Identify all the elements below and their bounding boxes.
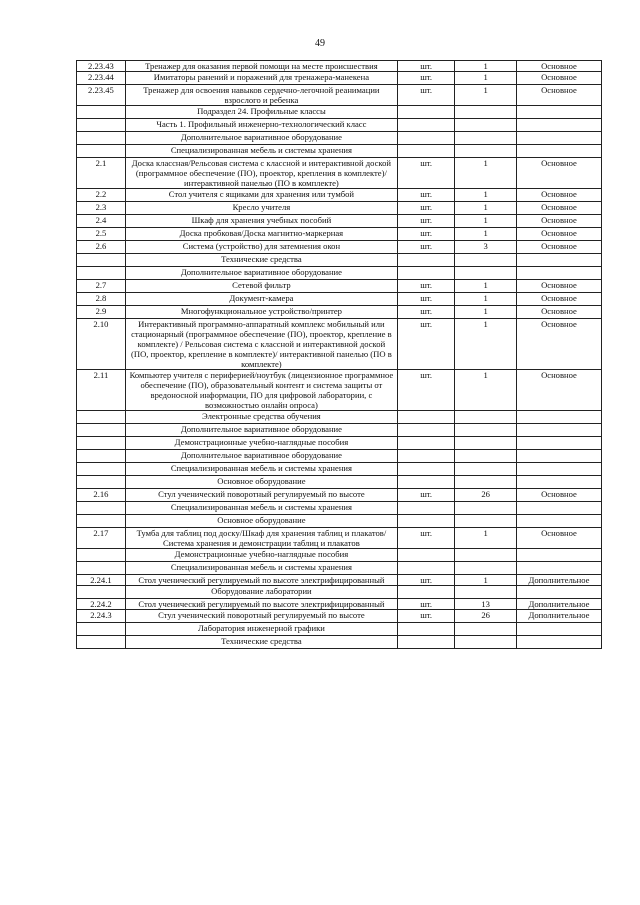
quantity-cell: 3 <box>455 241 517 254</box>
unit-cell: шт. <box>397 85 454 106</box>
section-heading: Оборудование лаборатории <box>125 586 397 599</box>
item-name-cell: Стул ученический поворотный регулируемый по высоте <box>125 610 397 623</box>
equipment-type-cell: Основное <box>516 306 601 319</box>
item-name-cell: Интерактивный программно-аппаратный комплекс мобильный или стационарный (программное обеспечение (ПО), проектор, крепление в комплекте) / Рельсовая система с классной и интерактивной доской (ПО, проектор, крепление в комплекте)/ интерактивной панелью (ПО в комплекте) <box>125 319 397 370</box>
quantity-cell: 1 <box>455 280 517 293</box>
blank-cell <box>516 119 601 132</box>
blank-cell <box>516 549 601 562</box>
quantity-cell: 13 <box>455 599 517 610</box>
blank-cell <box>397 132 454 145</box>
equipment-type-cell: Основное <box>516 228 601 241</box>
section-row <box>77 411 602 424</box>
blank-cell <box>455 463 517 476</box>
quantity-cell: 1 <box>455 158 517 189</box>
section-heading: Дополнительное вариативное оборудование <box>125 267 397 280</box>
unit-cell: шт. <box>397 72 454 85</box>
blank-cell <box>455 119 517 132</box>
blank-cell <box>77 254 126 267</box>
equipment-type-cell: Основное <box>516 158 601 189</box>
blank-cell <box>77 145 126 158</box>
section-row <box>77 623 602 636</box>
item-number-cell: 2.7 <box>77 280 126 293</box>
blank-cell <box>397 623 454 636</box>
unit-cell: шт. <box>397 610 454 623</box>
blank-cell <box>397 267 454 280</box>
section-heading: Демонстрационные учебно-наглядные пособия <box>125 549 397 562</box>
table-row <box>77 293 602 306</box>
item-number-cell: 2.24.3 <box>77 610 126 623</box>
unit-cell: шт. <box>397 189 454 202</box>
section-heading: Специализированная мебель и системы хранения <box>125 562 397 575</box>
blank-cell <box>77 515 126 528</box>
quantity-cell: 26 <box>455 610 517 623</box>
unit-cell: шт. <box>397 241 454 254</box>
item-name-cell: Тренажер для оказания первой помощи на месте происшествия <box>125 61 397 72</box>
blank-cell <box>397 502 454 515</box>
item-number-cell: 2.3 <box>77 202 126 215</box>
blank-cell <box>397 119 454 132</box>
blank-cell <box>455 623 517 636</box>
section-row <box>77 515 602 528</box>
equipment-type-cell: Основное <box>516 293 601 306</box>
blank-cell <box>516 106 601 119</box>
blank-cell <box>397 145 454 158</box>
blank-cell <box>455 636 517 649</box>
blank-cell <box>455 476 517 489</box>
blank-cell <box>77 476 126 489</box>
blank-cell <box>397 562 454 575</box>
section-heading: Демонстрационные учебно-наглядные пособия <box>125 437 397 450</box>
item-name-cell: Документ-камера <box>125 293 397 306</box>
section-heading: Подраздел 24. Профильные классы <box>125 106 397 119</box>
item-name-cell: Тренажер для освоения навыков сердечно-легочной реанимации взрослого и ребенка <box>125 85 397 106</box>
table-row <box>77 306 602 319</box>
section-heading: Основное оборудование <box>125 476 397 489</box>
item-name-cell: Стол ученический регулируемый по высоте электрифицированный <box>125 575 397 586</box>
equipment-type-cell: Основное <box>516 189 601 202</box>
blank-cell <box>397 424 454 437</box>
item-number-cell: 2.11 <box>77 370 126 411</box>
section-heading: Технические средства <box>125 636 397 649</box>
quantity-cell: 1 <box>455 370 517 411</box>
unit-cell: шт. <box>397 61 454 72</box>
blank-cell <box>397 450 454 463</box>
table-row <box>77 370 602 411</box>
item-name-cell: Шкаф для хранения учебных пособий <box>125 215 397 228</box>
quantity-cell: 1 <box>455 72 517 85</box>
item-name-cell: Сетевой фильтр <box>125 280 397 293</box>
blank-cell <box>397 106 454 119</box>
blank-cell <box>397 254 454 267</box>
blank-cell <box>397 411 454 424</box>
item-name-cell: Доска классная/Рельсовая система с классной и интерактивной доской (программное обеспечение (ПО), проектор, крепления в комплекте)/ интерактивной панелью (ПО в комплекте) <box>125 158 397 189</box>
section-heading: Технические средства <box>125 254 397 267</box>
blank-cell <box>516 254 601 267</box>
unit-cell: шт. <box>397 228 454 241</box>
equipment-type-cell: Основное <box>516 489 601 502</box>
item-name-cell: Тумба для таблиц под доску/Шкаф для хранения таблиц и плакатов/Система хранения и демонстрации таблиц и плакатов <box>125 528 397 549</box>
section-row <box>77 424 602 437</box>
blank-cell <box>77 562 126 575</box>
blank-cell <box>516 476 601 489</box>
equipment-type-cell: Основное <box>516 85 601 106</box>
unit-cell: шт. <box>397 528 454 549</box>
blank-cell <box>516 562 601 575</box>
blank-cell <box>516 411 601 424</box>
section-row <box>77 132 602 145</box>
section-row <box>77 549 602 562</box>
item-name-cell: Компьютер учителя с периферией/ноутбук (лицензионное программное обеспечение (ПО), образовательный контент и система защиты от вредоносной информации, ПО для цифровой лаборатории, с возможностью онлайн опроса) <box>125 370 397 411</box>
blank-cell <box>516 623 601 636</box>
blank-cell <box>77 132 126 145</box>
section-heading: Лаборатория инженерной графики <box>125 623 397 636</box>
blank-cell <box>516 267 601 280</box>
section-heading: Часть 1. Профильный инженерно-технологический класс <box>125 119 397 132</box>
table-row <box>77 575 602 586</box>
quantity-cell: 1 <box>455 319 517 370</box>
section-row <box>77 437 602 450</box>
item-number-cell: 2.9 <box>77 306 126 319</box>
blank-cell <box>455 450 517 463</box>
item-number-cell: 2.6 <box>77 241 126 254</box>
unit-cell: шт. <box>397 293 454 306</box>
equipment-table-body <box>77 61 602 649</box>
item-number-cell: 2.10 <box>77 319 126 370</box>
item-name-cell: Доска пробковая/Доска магнитно-маркерная <box>125 228 397 241</box>
section-row <box>77 463 602 476</box>
table-row <box>77 241 602 254</box>
item-name-cell: Стул ученический поворотный регулируемый по высоте <box>125 489 397 502</box>
section-row <box>77 502 602 515</box>
section-row <box>77 450 602 463</box>
unit-cell: шт. <box>397 319 454 370</box>
blank-cell <box>455 515 517 528</box>
section-heading: Электронные средства обучения <box>125 411 397 424</box>
table-row <box>77 610 602 623</box>
blank-cell <box>516 515 601 528</box>
blank-cell <box>397 586 454 599</box>
blank-cell <box>455 502 517 515</box>
table-row <box>77 202 602 215</box>
blank-cell <box>397 636 454 649</box>
section-heading: Дополнительное вариативное оборудование <box>125 424 397 437</box>
blank-cell <box>455 145 517 158</box>
unit-cell: шт. <box>397 202 454 215</box>
section-heading: Дополнительное вариативное оборудование <box>125 450 397 463</box>
blank-cell <box>77 636 126 649</box>
section-row <box>77 586 602 599</box>
section-row <box>77 267 602 280</box>
blank-cell <box>516 132 601 145</box>
item-name-cell: Система (устройство) для затемнения окон <box>125 241 397 254</box>
blank-cell <box>77 106 126 119</box>
table-row <box>77 319 602 370</box>
equipment-type-cell: Дополнительное <box>516 575 601 586</box>
section-row <box>77 562 602 575</box>
blank-cell <box>77 586 126 599</box>
equipment-type-cell: Основное <box>516 528 601 549</box>
blank-cell <box>516 502 601 515</box>
equipment-type-cell: Основное <box>516 61 601 72</box>
section-row <box>77 254 602 267</box>
blank-cell <box>455 549 517 562</box>
blank-cell <box>77 502 126 515</box>
blank-cell <box>77 623 126 636</box>
item-name-cell: Стол учителя с ящиками для хранения или тумбой <box>125 189 397 202</box>
table-row <box>77 189 602 202</box>
item-name-cell: Стол ученический регулируемый по высоте электрифицированный <box>125 599 397 610</box>
blank-cell <box>516 636 601 649</box>
table-row <box>77 528 602 549</box>
equipment-type-cell: Основное <box>516 280 601 293</box>
equipment-type-cell: Основное <box>516 202 601 215</box>
item-number-cell: 2.2 <box>77 189 126 202</box>
blank-cell <box>77 267 126 280</box>
equipment-type-cell: Дополнительное <box>516 610 601 623</box>
blank-cell <box>397 437 454 450</box>
quantity-cell: 1 <box>455 306 517 319</box>
blank-cell <box>455 562 517 575</box>
unit-cell: шт. <box>397 575 454 586</box>
blank-cell <box>516 437 601 450</box>
quantity-cell: 1 <box>455 575 517 586</box>
blank-cell <box>516 463 601 476</box>
blank-cell <box>455 586 517 599</box>
unit-cell: шт. <box>397 280 454 293</box>
quantity-cell: 1 <box>455 202 517 215</box>
quantity-cell: 1 <box>455 215 517 228</box>
item-number-cell: 2.1 <box>77 158 126 189</box>
item-number-cell: 2.17 <box>77 528 126 549</box>
blank-cell <box>516 586 601 599</box>
blank-cell <box>397 549 454 562</box>
table-row <box>77 215 602 228</box>
item-name-cell: Многофункциональное устройство/принтер <box>125 306 397 319</box>
equipment-type-cell: Основное <box>516 370 601 411</box>
item-number-cell: 2.8 <box>77 293 126 306</box>
equipment-type-cell: Основное <box>516 319 601 370</box>
section-row <box>77 106 602 119</box>
blank-cell <box>77 450 126 463</box>
table-row <box>77 280 602 293</box>
item-number-cell: 2.23.43 <box>77 61 126 72</box>
table-row <box>77 228 602 241</box>
item-number-cell: 2.4 <box>77 215 126 228</box>
item-number-cell: 2.16 <box>77 489 126 502</box>
blank-cell <box>397 515 454 528</box>
unit-cell: шт. <box>397 158 454 189</box>
section-heading: Специализированная мебель и системы хранения <box>125 145 397 158</box>
section-heading: Дополнительное вариативное оборудование <box>125 132 397 145</box>
blank-cell <box>77 549 126 562</box>
blank-cell <box>516 450 601 463</box>
blank-cell <box>77 119 126 132</box>
item-name-cell: Кресло учителя <box>125 202 397 215</box>
blank-cell <box>516 145 601 158</box>
blank-cell <box>77 411 126 424</box>
unit-cell: шт. <box>397 370 454 411</box>
equipment-table <box>76 60 602 649</box>
blank-cell <box>77 463 126 476</box>
blank-cell <box>397 476 454 489</box>
blank-cell <box>455 411 517 424</box>
item-name-cell: Имитаторы ранений и поражений для тренажера-манекена <box>125 72 397 85</box>
blank-cell <box>455 267 517 280</box>
blank-cell <box>455 132 517 145</box>
section-heading: Специализированная мебель и системы хранения <box>125 502 397 515</box>
blank-cell <box>455 254 517 267</box>
section-heading: Основное оборудование <box>125 515 397 528</box>
blank-cell <box>455 106 517 119</box>
section-row <box>77 636 602 649</box>
blank-cell <box>77 437 126 450</box>
table-row <box>77 489 602 502</box>
section-row <box>77 476 602 489</box>
blank-cell <box>516 424 601 437</box>
item-number-cell: 2.5 <box>77 228 126 241</box>
equipment-type-cell: Основное <box>516 72 601 85</box>
table-row <box>77 61 602 72</box>
item-number-cell: 2.24.1 <box>77 575 126 586</box>
table-row <box>77 85 602 106</box>
quantity-cell: 1 <box>455 228 517 241</box>
unit-cell: шт. <box>397 306 454 319</box>
blank-cell <box>455 424 517 437</box>
blank-cell <box>77 424 126 437</box>
equipment-type-cell: Основное <box>516 215 601 228</box>
equipment-type-cell: Дополнительное <box>516 599 601 610</box>
table-row <box>77 72 602 85</box>
quantity-cell: 1 <box>455 85 517 106</box>
quantity-cell: 26 <box>455 489 517 502</box>
quantity-cell: 1 <box>455 61 517 72</box>
item-number-cell: 2.23.45 <box>77 85 126 106</box>
blank-cell <box>397 463 454 476</box>
item-number-cell: 2.23.44 <box>77 72 126 85</box>
page-number: 49 <box>315 38 325 49</box>
unit-cell: шт. <box>397 215 454 228</box>
section-row <box>77 145 602 158</box>
section-row <box>77 119 602 132</box>
table-row <box>77 599 602 610</box>
section-heading: Специализированная мебель и системы хранения <box>125 463 397 476</box>
blank-cell <box>455 437 517 450</box>
quantity-cell: 1 <box>455 528 517 549</box>
table-row <box>77 158 602 189</box>
item-number-cell: 2.24.2 <box>77 599 126 610</box>
unit-cell: шт. <box>397 489 454 502</box>
quantity-cell: 1 <box>455 189 517 202</box>
unit-cell: шт. <box>397 599 454 610</box>
quantity-cell: 1 <box>455 293 517 306</box>
equipment-type-cell: Основное <box>516 241 601 254</box>
